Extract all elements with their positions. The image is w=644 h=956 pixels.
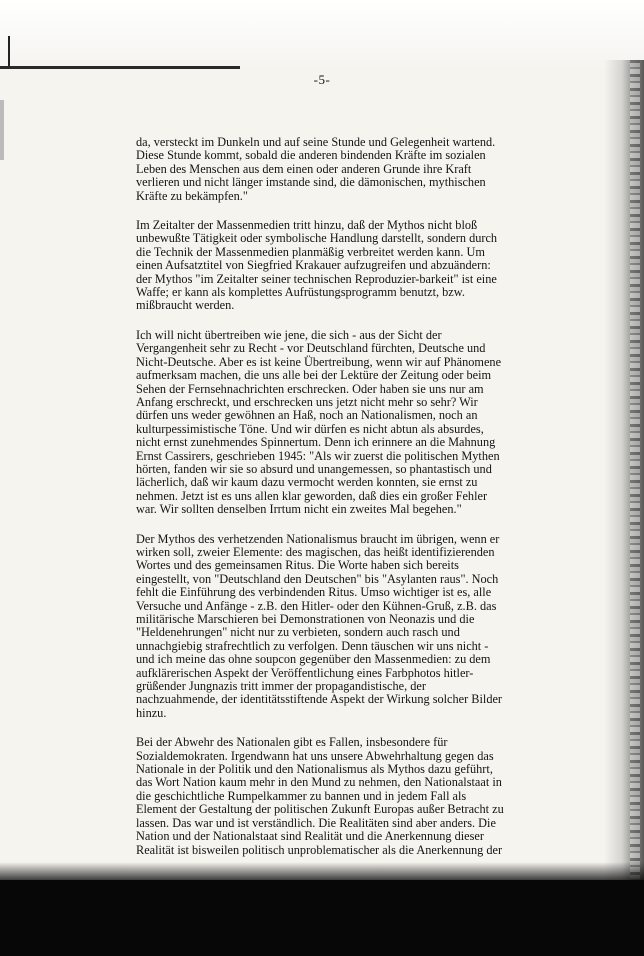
scan-left-shadow [0,100,4,160]
text-line: "Heldenehrungen" nicht nur zu verbieten, sondern auch rasch und [136,625,460,640]
scan-bottom-bar [0,880,644,956]
text-line: fehlt die Einführung des verbindenden Ritus. Umso wichtiger ist es, alle [136,585,492,600]
scan-left-mark [8,36,10,66]
text-line: nachzuahmende, der identitätsstiftende Aspekt der Wirkung solcher Bilder [136,692,503,707]
text-line: da, versteckt im Dunkeln und auf seine Stunde und Gelegenheit wartend. [136,135,496,149]
text-line: Wortes und des gemeinsamen Ritus. Die Worte haben sich bereits [136,558,459,573]
text-line: hörten, fanden wir sie so absurd und unangemessen, so phantastisch und [136,461,492,476]
paragraph [136,533,520,721]
text-line: verlieren und nicht länger imstande sind, die dämonischen, mythischen [136,175,486,190]
text-line: war. Wir sollten denselben Irrtum nicht ein zweites Mal begehen." [136,502,462,517]
scan-top-bar [0,66,240,69]
text-line: lassen. Das war und ist verständlich. Die Realitäten sind aber anders. Die [136,815,496,830]
text-line: unnachgiebig strafrechtlich zu verfolgen. Denn täuschen wir uns nicht - [136,638,489,653]
text-line: unbewußte Tätigkeit oder symbolische Handlung darstellt, sondern durch [136,231,498,246]
text-line: Ernst Cassirers, geschrieben 1945: "Als wir zuerst die politischen Mythen [136,448,500,463]
text-line: der Mythos "im Zeitalter seiner technischen Reproduzier-barkeit" ist eine [136,271,497,286]
paragraph [136,329,520,517]
text-line: die Technik der Massenmedien planmäßig verbreitet werden kann. Um [136,244,485,259]
text-line: Bei der Abwehr des Nationalen gibt es Fallen, insbesondere für [136,735,448,750]
text-line: Waffe; er kann als komplettes Aufrüstungsprogramm benutzt, bzw. [136,285,465,300]
text-line: das Wort Nation kaum mehr in den Mund zu nehmen, den Nationalstaat in [136,775,502,790]
text-line: eingestellt, von "Deutschland den Deutschen" bis "Asylanten raus". Noch [136,571,499,586]
text-line: nicht ernst zunehmendes Spinnertum. Denn ich erinnere an die Mahnung [136,435,496,450]
text-line: hinzu. [136,705,167,720]
text-line: Nationale in der Politik und den Nationalismus als Mythos dazu geführt, [136,762,493,777]
text-line: Anfang erschreckt, und erschrecken uns jetzt nicht mehr so sehr? Wir [136,394,478,409]
text-line: Leben des Menschen aus dem einen oder anderen Grunde ihre Kraft [136,161,472,176]
text-line: Kräfte zu bekämpfen." [136,188,248,203]
text-line: lächerlich, daß wir kaum dazu vermocht werden konnten, sie ernst zu [136,475,478,490]
paragraph [136,736,520,857]
text-line: Element der Gestaltung der politischen Zukunft Europas außer Betracht zu [136,802,504,817]
text-line: Der Mythos des verhetzenden Nationalismus braucht im übrigen, wenn er [136,531,500,546]
paragraph [136,219,520,313]
document-body [136,136,520,873]
text-line: Nicht-Deutsche. Aber es ist keine Übertreibung, wenn wir auf Phänomene [136,354,502,369]
text-line: Sehen der Fernsehnachrichten erschrecken. Oder haben sie uns nur am [136,381,484,396]
text-line: wirken soll, zweier Elemente: des magischen, das heißt identifizierenden [136,544,495,559]
paragraph [136,136,520,203]
text-line: Realität ist bisweilen politisch unproblematischer als die Anerkennung der [136,842,503,857]
scan-right-noise [630,60,640,890]
text-line: aufklärerischen Aspekt der Veröffentlichung eines Farbphotos hitler- [136,665,474,680]
text-line: Sozialdemokraten. Irgendwann hat uns unsere Abwehrhaltung gegen das [136,748,494,763]
text-line: aufmerksam machen, die uns alle bei der Lektüre der Zeitung oder beim [136,368,492,383]
text-line: und ich meine das ohne soupcon gegenüber den Massenmedien: zu dem [136,652,491,667]
text-line: Im Zeitalter der Massenmedien tritt hinzu, daß der Mythos nicht bloß [136,218,478,233]
text-line: Versuche und Anfänge - z.B. den Hitler- oder den Kühnen-Gruß, z.B. das [136,598,497,613]
text-line: Vergangenheit sehr zu Recht - vor Deutschland fürchten, Deutsche und [136,341,486,356]
text-line: mißbraucht werden. [136,298,235,313]
text-line: grüßender Jungnazis tritt immer der propagandistische, der [136,679,426,694]
text-line: Ich will nicht übertreiben wie jene, die sich - aus der Sicht der [136,327,442,342]
text-line: kulturpessimistische Töne. Und wir dürfen es nicht abtun als absurdes, [136,421,484,436]
text-line: militärische Marschieren bei Demonstrationen von Neonazis und die [136,612,475,626]
text-line: nehmen. Jetzt ist es uns allen klar geworden, daß dies ein großer Fehler [136,488,488,503]
text-line: Diese Stunde kommt, sobald die anderen bindenden Kräfte im sozialen [136,148,486,163]
scan-top-edge [0,0,644,70]
text-line: Nation und der Nationalstaat sind Realität und die Anerkennung dieser [136,829,484,844]
text-line: die geschichtliche Rumpelkammer zu bannen und in jedem Fall als [136,788,467,803]
text-line: dürfen uns weder gewöhnen an Haß, noch an Nationalismen, noch an [136,408,478,423]
text-line: einen Aufsatztitel von Siegfried Krakauer aufzugreifen und abzuändern: [136,258,491,273]
page-number: -5- [313,72,331,87]
